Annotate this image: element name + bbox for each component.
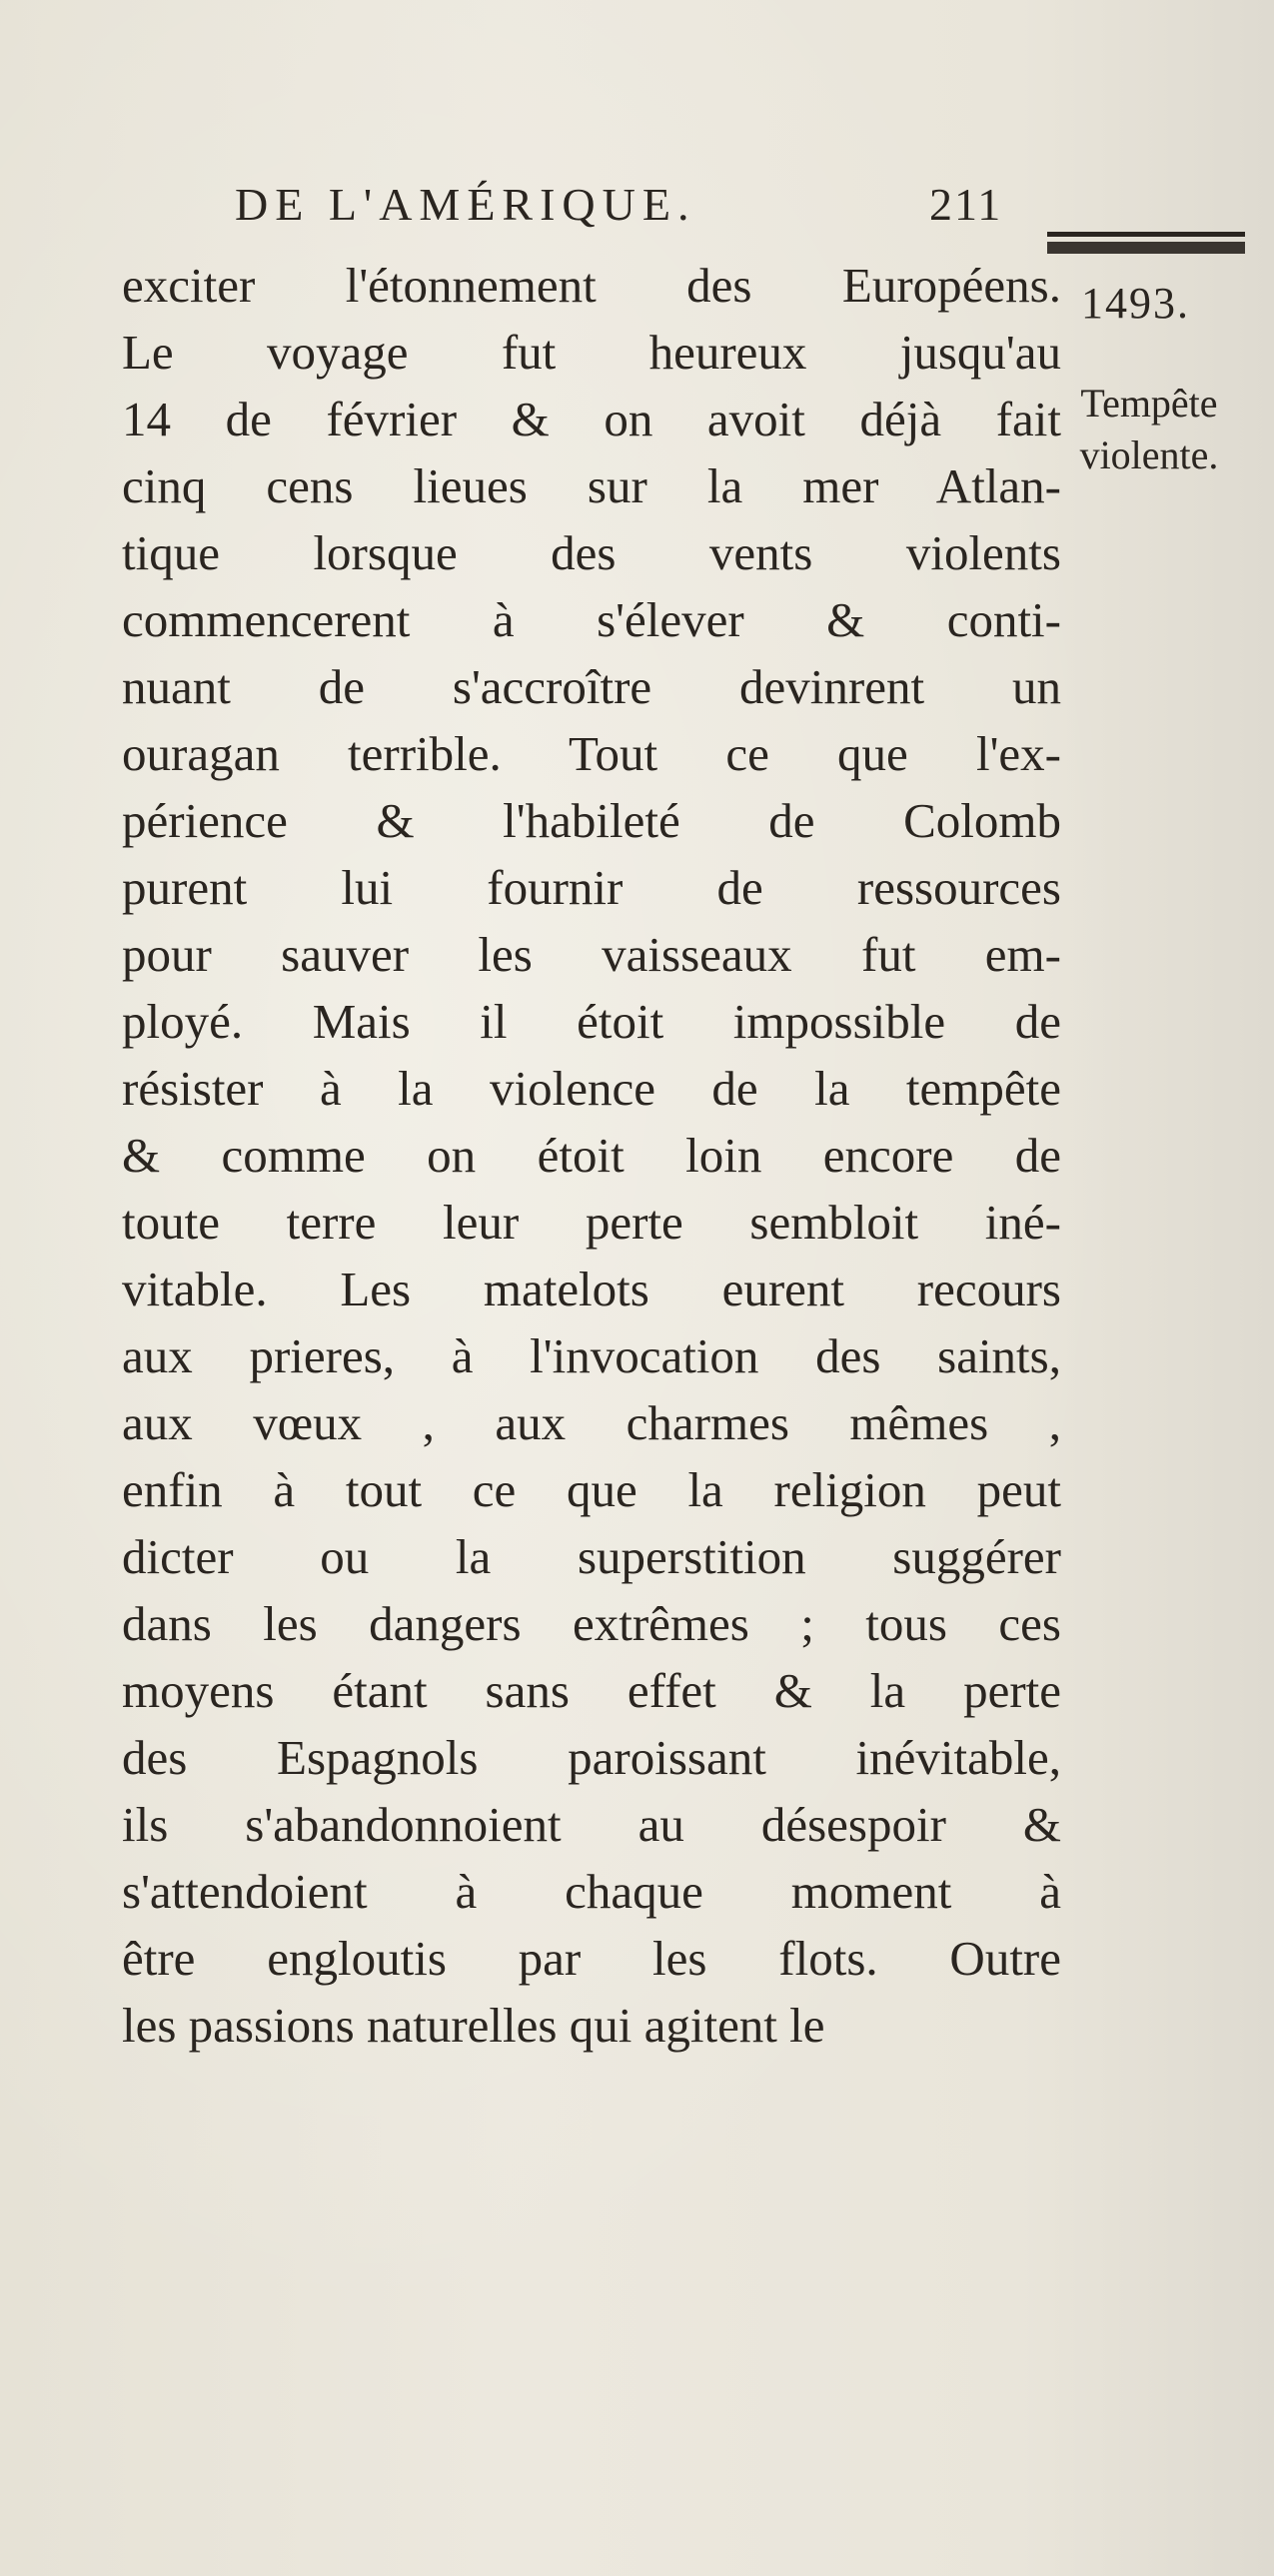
text-line: dicter ou la superstition suggérer	[122, 1529, 1061, 1584]
text-line: périence & l'habileté de Colomb	[122, 793, 1061, 848]
text-line: exciter l'étonnement des Européens.	[122, 258, 1061, 313]
text-line: commencerent à s'élever & conti-	[122, 592, 1061, 647]
header-rule-thick	[1047, 242, 1245, 254]
text-line: ployé. Mais il étoit impossible de	[122, 994, 1061, 1049]
text-line: enfin à tout ce que la religion peut	[122, 1462, 1061, 1517]
header-rule-thin	[1047, 232, 1245, 237]
text-line: toute terre leur perte sembloit iné-	[122, 1195, 1061, 1250]
text-line: moyens étant sans effet & la perte	[122, 1663, 1061, 1718]
text-line: tique lorsque des vents violents	[122, 525, 1061, 580]
page-header	[195, 178, 1034, 238]
text-line: être engloutis par les flots. Outre	[122, 1931, 1061, 1986]
text-line: pour sauver les vaisseaux fut em-	[122, 927, 1061, 982]
text-line: résister à la violence de la tempête	[122, 1061, 1061, 1116]
text-line: aux prieres, à l'invocation des saints,	[122, 1328, 1061, 1383]
marginal-note	[1039, 378, 1259, 481]
text-line: cinq cens lieues sur la mer Atlan-	[122, 458, 1061, 513]
text-line: les passions naturelles qui agitent le	[122, 1998, 825, 2053]
text-line: aux vœux , aux charmes mêmes ,	[122, 1395, 1061, 1450]
text-line: s'attendoient à chaque moment à	[122, 1864, 1061, 1919]
marginal-note-line: Tempête	[1080, 381, 1218, 426]
text-line: ouragan terrible. Tout ce que l'ex-	[122, 726, 1061, 781]
text-line: des Espagnols paroissant inévitable,	[122, 1730, 1061, 1785]
text-line: Le voyage fut heureux jusqu'au	[122, 325, 1061, 380]
page-number: 211	[929, 179, 1003, 230]
marginal-note-line: violente.	[1079, 432, 1219, 477]
text-line: ils s'abandonnoient au désespoir &	[122, 1797, 1061, 1852]
text-line: nuant de s'accroître devinrent un	[122, 659, 1061, 714]
body-text	[122, 252, 1061, 2059]
text-line: vitable. Les matelots eurent recours	[122, 1262, 1061, 1316]
running-title: DE L'AMÉRIQUE.	[235, 179, 696, 230]
text-line: dans les dangers extrêmes ; tous ces	[122, 1596, 1061, 1651]
marginal-year: 1493.	[1081, 279, 1190, 328]
bleed-through-shadow	[1189, 639, 1198, 685]
text-line: & comme on étoit loin encore de	[122, 1128, 1061, 1183]
text-line: purent lui fournir de ressources	[122, 860, 1061, 915]
text-line: 14 de février & on avoit déjà fait	[122, 392, 1061, 446]
